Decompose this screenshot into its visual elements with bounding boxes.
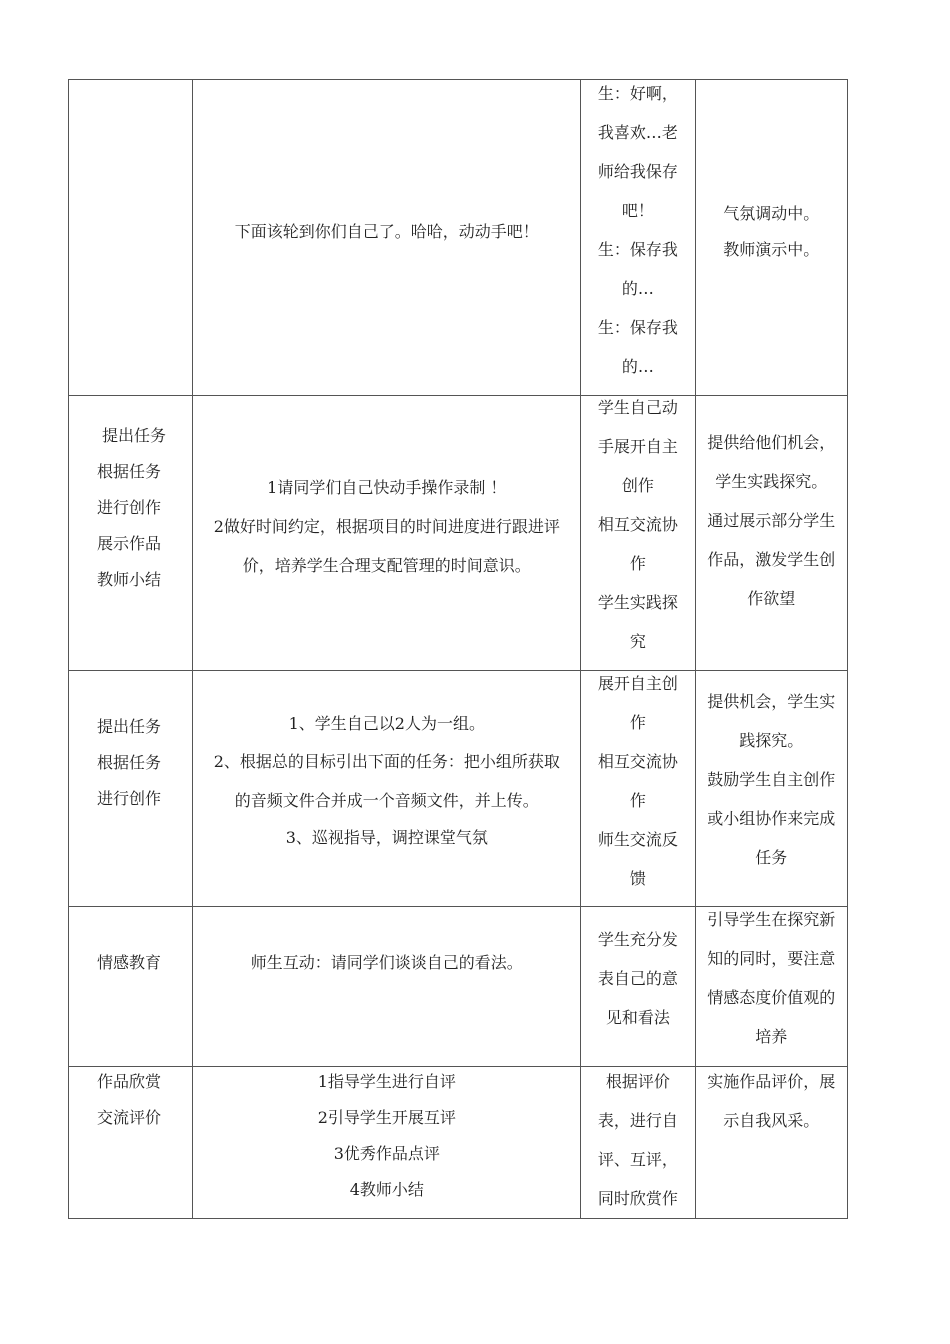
table-row bbox=[69, 671, 848, 907]
teacher-activity-line: 的音频文件合并成一个音频文件，并上传。 bbox=[234, 791, 539, 810]
stage-cell bbox=[69, 1067, 193, 1219]
design-intent-line: 提供给他们机会， bbox=[707, 433, 836, 452]
stage-cell bbox=[69, 396, 193, 671]
teacher-activity-line: 3优秀作品点评 bbox=[333, 1144, 440, 1163]
teacher-activity-line: 1、学生自己以2人为一组。 bbox=[288, 714, 485, 733]
student-activity-line: 相互交流协 bbox=[597, 515, 678, 534]
student-activity-line: 同时欣赏作 bbox=[597, 1189, 678, 1208]
student-activity-line: 表，进行自 bbox=[597, 1111, 678, 1130]
stage-line: 提出任务 bbox=[102, 426, 167, 445]
student-activity-line: 创作 bbox=[621, 476, 654, 495]
student-activity-line: 评、互评， bbox=[597, 1150, 678, 1169]
student-activity-line: 作 bbox=[629, 791, 646, 810]
stage-cell bbox=[69, 80, 193, 396]
student-activity-line: 手展开自主 bbox=[597, 437, 678, 456]
design-intent-line: 提供机会，学生实 bbox=[707, 692, 836, 711]
stage-line: 情感教育 bbox=[97, 953, 162, 972]
stage-cell bbox=[69, 907, 193, 1067]
teacher-activity-cell bbox=[193, 671, 581, 907]
stage-line: 展示作品 bbox=[97, 534, 162, 553]
student-activity-line: 学生实践探 bbox=[597, 593, 678, 612]
teacher-activity-line: 下面该轮到你们自己了。哈哈，动动手吧！ bbox=[234, 222, 539, 241]
teacher-activity-line: 1指导学生进行自评 bbox=[317, 1072, 456, 1091]
teacher-activity-line: 价，培养学生合理支配管理的时间意识。 bbox=[242, 556, 531, 575]
student-activity-line: 的… bbox=[621, 279, 654, 298]
design-intent-line: 作品，激发学生创 bbox=[707, 550, 836, 569]
stage-line: 根据任务 bbox=[97, 753, 162, 772]
stage-cell bbox=[69, 671, 193, 907]
stage-line: 教师小结 bbox=[97, 570, 162, 589]
design-intent-line: 鼓励学生自主创作 bbox=[707, 770, 836, 789]
teacher-activity-cell bbox=[193, 80, 581, 396]
teacher-activity-cell bbox=[193, 1067, 581, 1219]
table-row bbox=[69, 396, 848, 671]
design-intent-cell bbox=[695, 907, 847, 1067]
stage-line: 提出任务 bbox=[97, 717, 162, 736]
student-activity-line: 生：好啊， bbox=[597, 84, 678, 103]
stage-line: 进行创作 bbox=[97, 498, 162, 517]
design-intent-line: 气氛调动中。 bbox=[723, 204, 820, 223]
student-activity-line: 学生充分发 bbox=[597, 930, 678, 949]
design-intent-line: 知的同时，要注意 bbox=[707, 949, 836, 968]
teacher-activity-line: 3、巡视指导，调控课堂气氛 bbox=[285, 828, 488, 847]
design-intent-line: 引导学生在探究新 bbox=[707, 910, 836, 929]
student-activity-line: 见和看法 bbox=[605, 1008, 670, 1027]
student-activity-line: 作 bbox=[629, 554, 646, 573]
design-intent-cell bbox=[695, 396, 847, 671]
student-activity-line: 作 bbox=[629, 713, 646, 732]
teacher-activity-line: 2、根据总的目标引出下面的任务：把小组所获取 bbox=[213, 752, 560, 771]
student-activity-cell bbox=[581, 907, 695, 1067]
student-activity-line: 我喜欢…老 bbox=[597, 123, 678, 142]
student-activity-cell bbox=[581, 671, 695, 907]
teacher-activity-line: 2做好时间约定，根据项目的时间进度进行跟进评 bbox=[213, 517, 560, 536]
student-activity-line: 生：保存我 bbox=[597, 240, 678, 259]
student-activity-line: 师生交流反 bbox=[597, 830, 678, 849]
student-activity-line: 生：保存我 bbox=[597, 318, 678, 337]
design-intent-line: 学生实践探究。 bbox=[715, 472, 828, 491]
teacher-activity-line: 2引导学生开展互评 bbox=[317, 1108, 456, 1127]
student-activity-line: 究 bbox=[629, 632, 646, 651]
design-intent-line: 实施作品评价，展 bbox=[707, 1072, 836, 1091]
student-activity-line: 师给我保存 bbox=[597, 162, 678, 181]
student-activity-line: 展开自主创 bbox=[597, 674, 678, 693]
teacher-activity-line: 师生互动：请同学们谈谈自己的看法。 bbox=[250, 953, 523, 972]
design-intent-line: 示自我风采。 bbox=[723, 1111, 820, 1130]
table-row bbox=[69, 80, 848, 396]
student-activity-line: 根据评价 bbox=[605, 1072, 670, 1091]
design-intent-line: 或小组协作来完成 bbox=[707, 809, 836, 828]
stage-line: 交流评价 bbox=[97, 1108, 162, 1127]
student-activity-line: 的… bbox=[621, 357, 654, 376]
design-intent-line: 教师演示中。 bbox=[723, 240, 820, 259]
design-intent-cell bbox=[695, 1067, 847, 1219]
design-intent-line: 培养 bbox=[755, 1027, 788, 1046]
design-intent-line: 作欲望 bbox=[747, 589, 796, 608]
design-intent-line: 践探究。 bbox=[739, 731, 804, 750]
table-row bbox=[69, 1067, 848, 1219]
teacher-activity-line: 4教师小结 bbox=[349, 1180, 424, 1199]
student-activity-line: 馈 bbox=[629, 869, 646, 888]
teacher-activity-cell bbox=[193, 907, 581, 1067]
stage-line: 进行创作 bbox=[97, 789, 162, 808]
design-intent-line: 情感态度价值观的 bbox=[707, 988, 836, 1007]
teacher-activity-line: 1请同学们自己快动手操作录制 ！ bbox=[267, 478, 507, 497]
student-activity-line: 相互交流协 bbox=[597, 752, 678, 771]
design-intent-cell bbox=[695, 80, 847, 396]
lesson-plan-table bbox=[68, 79, 848, 1219]
stage-line: 根据任务 bbox=[97, 462, 162, 481]
student-activity-cell bbox=[581, 396, 695, 671]
student-activity-line: 学生自己动 bbox=[597, 398, 678, 417]
table-row bbox=[69, 907, 848, 1067]
student-activity-cell bbox=[581, 1067, 695, 1219]
stage-line: 作品欣赏 bbox=[97, 1072, 162, 1091]
design-intent-cell bbox=[695, 671, 847, 907]
design-intent-line: 通过展示部分学生 bbox=[707, 511, 836, 530]
student-activity-line: 吧！ bbox=[621, 201, 654, 220]
student-activity-cell bbox=[581, 80, 695, 396]
teacher-activity-cell bbox=[193, 396, 581, 671]
student-activity-line: 表自己的意 bbox=[597, 969, 678, 988]
design-intent-line: 任务 bbox=[755, 848, 788, 867]
